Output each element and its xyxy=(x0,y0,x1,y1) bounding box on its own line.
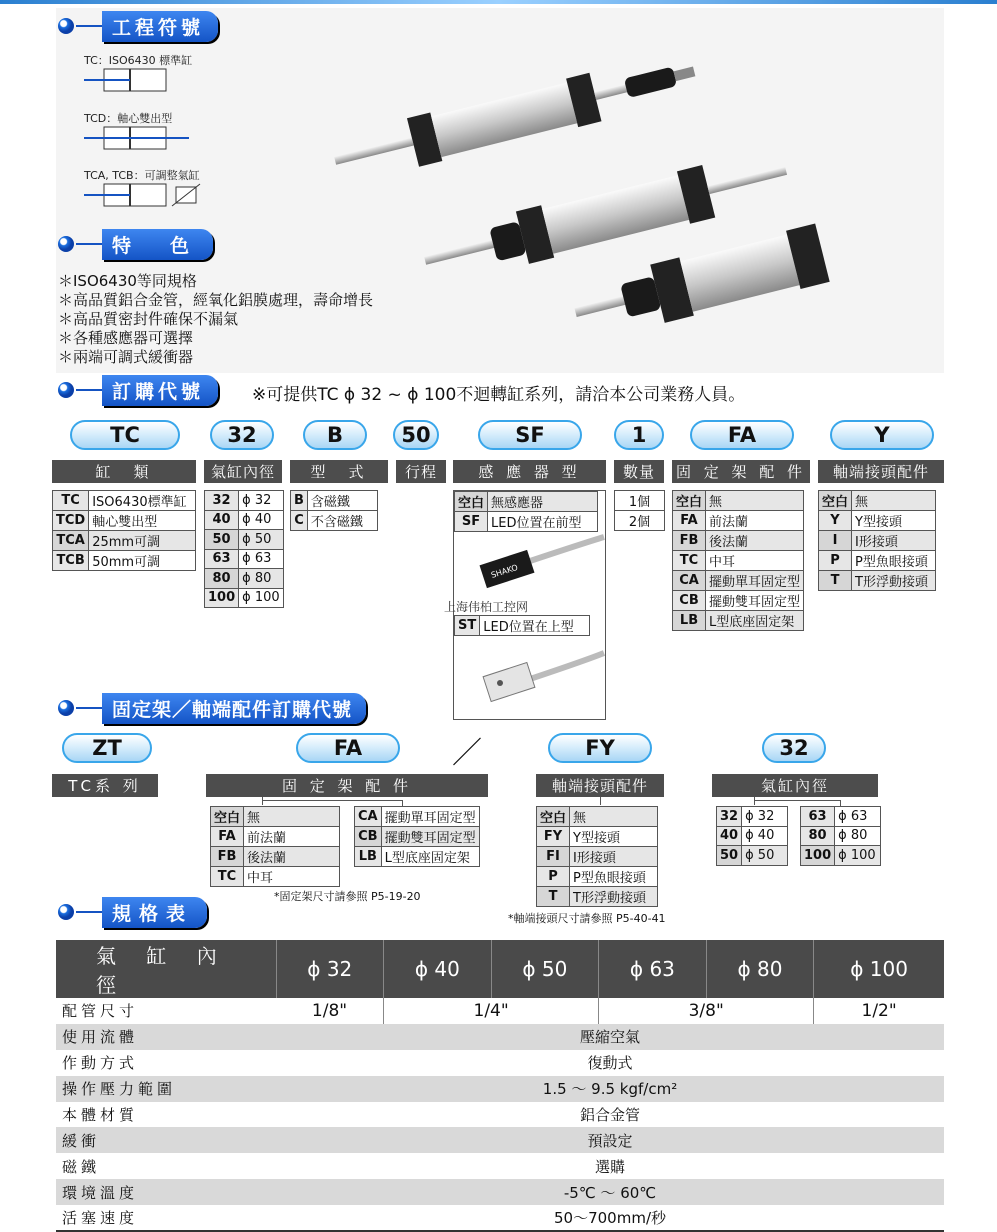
section-title: 工程符號 xyxy=(102,11,218,42)
bullet-icon xyxy=(58,700,74,716)
spec-pipe-cell: 1/4" xyxy=(384,998,599,1024)
desc-cell: P型魚眼接頭 xyxy=(570,867,658,887)
desc-cell: 擺動雙耳固定型 xyxy=(381,827,479,847)
code-cell: 空白 xyxy=(537,807,570,827)
desc-cell: 50mm可調 xyxy=(89,551,196,571)
head-mount-2: 固 定 架 配 件 xyxy=(206,774,488,797)
spec-row-value: 50～700mm/秒 xyxy=(276,1205,944,1231)
code-cell: FY xyxy=(537,827,570,847)
desc-cell: ϕ 40 xyxy=(742,826,788,846)
top-accent-line xyxy=(0,0,997,4)
spec-row-label: 磁鐵 xyxy=(62,1157,101,1176)
code-cell: Y xyxy=(819,511,852,531)
desc-cell: 擺動雙耳固定型 xyxy=(706,591,804,611)
spec-row-label: 環境溫度 xyxy=(56,1179,276,1205)
code-cell: T xyxy=(537,887,570,907)
watermark-text: 上海伟柏工控网 xyxy=(444,600,529,614)
desc-cell: T形浮動接頭 xyxy=(570,887,658,907)
code-mount: FA xyxy=(690,420,794,450)
head-rod-2: 軸端接頭配件 xyxy=(536,774,664,797)
head-type: 型 式 xyxy=(290,460,388,483)
code-cell: 32 xyxy=(717,807,742,827)
type-table xyxy=(290,490,378,531)
feature-item: ＊高品質密封件確保不漏氣 xyxy=(58,310,239,328)
desc-cell: ϕ 50 xyxy=(742,846,788,866)
desc-cell: ISO6430標準缸 xyxy=(89,491,196,511)
desc-cell: ϕ 80 xyxy=(835,826,881,846)
code-cell: TC xyxy=(673,551,706,571)
spec-pipe-cell: 1/8" xyxy=(276,998,384,1024)
spec-row-value: 復動式 xyxy=(587,1054,633,1073)
section-title: 規格表 xyxy=(102,897,207,928)
code-bore: 32 xyxy=(210,420,274,450)
spec-row-value: 預設定 xyxy=(276,1127,944,1153)
code-cell: 100 xyxy=(205,588,239,608)
code-cell: 63 xyxy=(205,549,239,569)
head-stroke: 行程 xyxy=(396,460,446,483)
tc-symbol-icon xyxy=(84,67,194,95)
desc-cell: LED位置在前型 xyxy=(488,512,598,532)
desc-cell: 25mm可調 xyxy=(89,531,196,551)
section-header-spec xyxy=(58,898,207,926)
head-bore: 氣缸內徑 xyxy=(204,460,282,483)
qty-cell: 2個 xyxy=(615,511,665,531)
spec-row-label: 本體材質 xyxy=(62,1106,139,1124)
bullet-icon xyxy=(58,904,74,920)
desc-cell: LED位置在上型 xyxy=(480,616,590,636)
feature-item: ＊高品質鋁合金管，經氧化鋁膜處理，壽命增長 xyxy=(58,291,374,309)
sensor-brand-label: SHAKO xyxy=(489,562,520,580)
desc-cell: 無感應器 xyxy=(488,492,598,512)
spec-row-value: 1.5 ～ 9.5 kgf/cm² xyxy=(276,1076,944,1102)
desc-cell: T形浮動接頭 xyxy=(852,571,936,591)
code-sensor: SF xyxy=(478,420,582,450)
qty-cell: 1個 xyxy=(615,491,665,511)
code-cell: FI xyxy=(537,847,570,867)
desc-cell: L型底座固定架 xyxy=(706,611,804,631)
sensor-st-image xyxy=(464,641,604,716)
spec-bore-cell: ϕ 50 xyxy=(491,940,599,998)
section-title: 訂購代號 xyxy=(102,375,218,406)
spec-row-label: 活塞速度 xyxy=(56,1205,276,1231)
spec-bore-cell: ϕ 32 xyxy=(276,940,384,998)
code-cell: 100 xyxy=(801,846,835,866)
code-fy: FY xyxy=(548,733,652,763)
desc-cell: 中耳 xyxy=(244,867,340,887)
code-qty: 1 xyxy=(614,420,664,450)
code-cell: LB xyxy=(673,611,706,631)
desc-cell: 無 xyxy=(706,491,804,511)
spec-row-label: 作動方式 xyxy=(62,1054,139,1073)
desc-cell: 擺動單耳固定型 xyxy=(381,807,479,827)
symbol-label-tc: TC：ISO6430 標準缸 xyxy=(84,54,193,67)
bore-table xyxy=(204,490,284,608)
code-rod: Y xyxy=(830,420,934,450)
code-cell: LB xyxy=(355,847,382,867)
bullet-icon xyxy=(58,18,74,34)
code-cell: 空白 xyxy=(673,491,706,511)
spec-table xyxy=(56,940,944,1232)
code-cell: FB xyxy=(673,531,706,551)
code-cell: 空白 xyxy=(819,491,852,511)
desc-cell: I形接頭 xyxy=(852,531,936,551)
code-cell: P xyxy=(819,551,852,571)
code-cell: FA xyxy=(211,827,244,847)
section-title: 固定架／軸端配件訂購代號 xyxy=(102,693,366,724)
head-rod: 軸端接頭配件 xyxy=(818,460,944,483)
desc-cell: L型底座固定架 xyxy=(381,847,479,867)
spec-row-value: -5℃ ～ 60℃ xyxy=(276,1179,944,1205)
spec-bore-cell: ϕ 100 xyxy=(814,940,944,998)
spec-row-value: 鋁合金管 xyxy=(579,1106,640,1124)
code-cell: T xyxy=(819,571,852,591)
section-header-symbols xyxy=(58,12,218,40)
desc-cell: ϕ 32 xyxy=(239,491,284,511)
spec-row-label: 配管尺寸 xyxy=(62,1002,139,1021)
desc-cell: P型魚眼接頭 xyxy=(852,551,936,571)
code-fa: FA xyxy=(296,733,400,763)
desc-cell: ϕ 32 xyxy=(742,807,788,827)
code-cell: CA xyxy=(355,807,382,827)
mount-table xyxy=(672,490,804,631)
code-cell: TCA xyxy=(53,531,89,551)
desc-cell: 後法蘭 xyxy=(244,847,340,867)
code-bore-2: 32 xyxy=(762,733,826,763)
spec-bore-cell: ϕ 40 xyxy=(384,940,492,998)
code-cell: C xyxy=(291,511,308,531)
symbol-label-tcd: TCD：軸心雙出型 xyxy=(84,112,173,125)
spec-row-label: 緩衝 xyxy=(56,1127,276,1153)
spec-pipe-cell: 3/8" xyxy=(599,998,814,1024)
spec-bore-cell: ϕ 80 xyxy=(706,940,814,998)
bore-table-2-right xyxy=(800,806,881,866)
code-cell: 63 xyxy=(801,807,835,827)
code-tc: TC xyxy=(70,420,180,450)
rod-table-2 xyxy=(536,806,658,907)
desc-cell: ϕ 40 xyxy=(239,510,284,530)
code-cell: TC xyxy=(53,491,89,511)
slash-separator: ／ xyxy=(452,736,482,771)
desc-cell: ϕ 50 xyxy=(239,530,284,550)
desc-cell: 後法蘭 xyxy=(706,531,804,551)
code-cell: I xyxy=(819,531,852,551)
bore-table-2-left xyxy=(716,806,788,866)
code-cell: 80 xyxy=(801,826,835,846)
head-bore-2: 氣缸內徑 xyxy=(712,774,878,797)
code-cell: 40 xyxy=(717,826,742,846)
feature-item: ＊兩端可調式緩衝器 xyxy=(58,348,194,366)
code-type: B xyxy=(303,420,367,450)
code-cell: 80 xyxy=(205,569,239,589)
desc-cell: 擺動單耳固定型 xyxy=(706,571,804,591)
qty-table xyxy=(614,490,665,531)
code-cell: 32 xyxy=(205,491,239,511)
code-cell: TCD xyxy=(53,511,89,531)
code-cell: TCB xyxy=(53,551,89,571)
spec-row-label: 使用流體 xyxy=(56,1024,276,1050)
spec-header-label: 氣 缸 內 徑 xyxy=(56,940,276,998)
spec-row-value: 壓縮空氣 xyxy=(276,1024,944,1050)
cyl-type-table xyxy=(52,490,196,571)
code-zt: ZT xyxy=(62,733,152,763)
desc-cell: 中耳 xyxy=(706,551,804,571)
mount-table-2-left xyxy=(210,806,340,887)
desc-cell: 含磁鐵 xyxy=(307,491,377,511)
rod-note: *軸端接頭尺寸請參照 P5-40-41 xyxy=(508,912,666,925)
spec-row-value: 選購 xyxy=(594,1157,625,1176)
bullet-icon xyxy=(58,382,74,398)
desc-cell: 不含磁鐵 xyxy=(307,511,377,531)
feature-item: ＊ISO6430等同規格 xyxy=(58,272,197,290)
code-cell: CA xyxy=(673,571,706,591)
rod-table xyxy=(818,490,936,591)
section-header-order xyxy=(58,376,218,404)
code-cell: SF xyxy=(455,512,488,532)
bullet-icon xyxy=(58,236,74,252)
code-cell: 空白 xyxy=(455,492,488,512)
code-cell: FB xyxy=(211,847,244,867)
tcab-symbol-icon xyxy=(84,182,214,212)
head-mount: 固 定 架 配 件 xyxy=(672,460,810,483)
code-stroke: 50 xyxy=(393,420,439,450)
desc-cell: I形接頭 xyxy=(570,847,658,867)
head-qty: 數量 xyxy=(614,460,664,483)
desc-cell: 軸心雙出型 xyxy=(89,511,196,531)
code-cell: CB xyxy=(673,591,706,611)
head-cyl-type: 缸 類 xyxy=(52,460,196,483)
desc-cell: ϕ 100 xyxy=(835,846,881,866)
symbol-label-tcab: TCA, TCB：可調整氣缸 xyxy=(84,169,200,182)
head-zt: TC系 列 xyxy=(52,774,158,797)
code-cell: 50 xyxy=(717,846,742,866)
desc-cell: 前法蘭 xyxy=(706,511,804,531)
order-note: ※可提供TC ϕ 32 ~ ϕ 100不迴轉缸系列，請洽本公司業務人員。 xyxy=(252,385,746,405)
code-cell: 50 xyxy=(205,530,239,550)
desc-cell: 無 xyxy=(570,807,658,827)
desc-cell: 無 xyxy=(852,491,936,511)
code-cell: B xyxy=(291,491,308,511)
desc-cell: 無 xyxy=(244,807,340,827)
desc-cell: ϕ 63 xyxy=(835,807,881,827)
code-cell: ST xyxy=(455,616,480,636)
section-title: 特 色 xyxy=(102,229,213,260)
features-list xyxy=(58,272,373,367)
code-cell: 空白 xyxy=(211,807,244,827)
desc-cell: ϕ 63 xyxy=(239,549,284,569)
section-header-features xyxy=(58,230,213,258)
feature-item: ＊各種感應器可選擇 xyxy=(58,329,194,347)
tcd-symbol-icon xyxy=(84,125,194,153)
head-sensor: 感 應 器 型 xyxy=(453,460,606,483)
desc-cell: 前法蘭 xyxy=(244,827,340,847)
spec-pipe-cell: 1/2" xyxy=(861,1000,897,1021)
code-cell: 40 xyxy=(205,510,239,530)
desc-cell: ϕ 100 xyxy=(239,588,284,608)
desc-cell: ϕ 80 xyxy=(239,569,284,589)
code-cell: CB xyxy=(355,827,382,847)
code-cell: TC xyxy=(211,867,244,887)
desc-cell: Y型接頭 xyxy=(570,827,658,847)
mount-note: *固定架尺寸請參照 P5-19-20 xyxy=(274,890,421,903)
spec-bore-cell: ϕ 63 xyxy=(599,940,707,998)
code-cell: FA xyxy=(673,511,706,531)
desc-cell: Y型接頭 xyxy=(852,511,936,531)
code-cell: P xyxy=(537,867,570,887)
spec-row-label: 操作壓力範圍 xyxy=(56,1076,276,1102)
section-header-mount-order xyxy=(58,694,366,722)
mount-table-2-right xyxy=(354,806,480,867)
